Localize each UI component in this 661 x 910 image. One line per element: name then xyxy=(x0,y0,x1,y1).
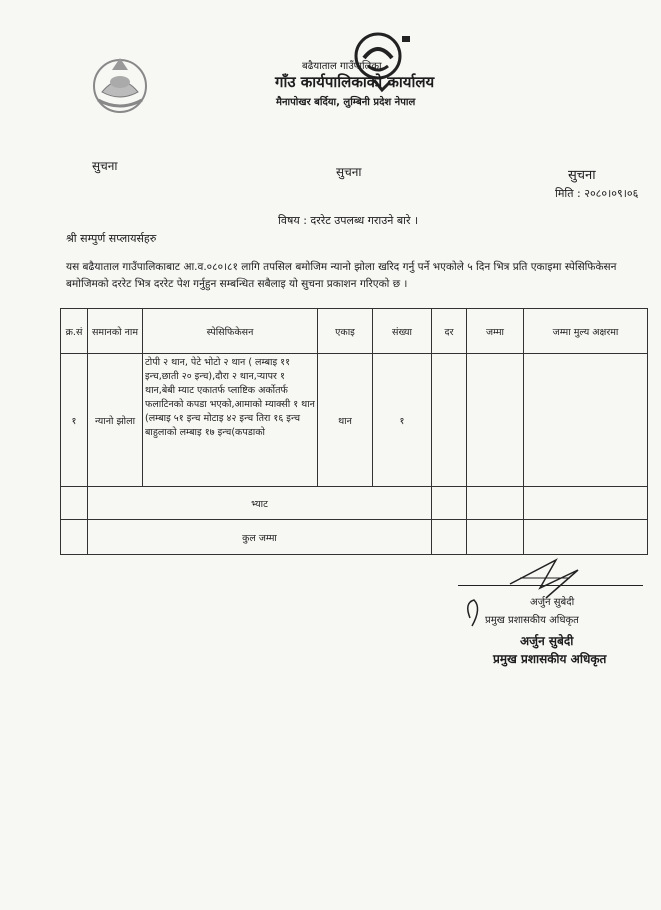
col-rate: दर xyxy=(432,309,467,354)
office-address: मैनापोखर बर्दिया, लुम्बिनी प्रदेश नेपाल xyxy=(276,97,416,108)
cell-amount-in-words xyxy=(524,354,648,487)
office-name: गाँउ कार्यपालिकाको कार्यालय xyxy=(275,73,435,91)
signatory-title: प्रमुख प्रशासकीय अधिकृत xyxy=(493,652,607,666)
government-emblem-icon xyxy=(88,52,152,116)
notice-date: मिति : २०८०।०९।०६ xyxy=(555,187,639,200)
col-sn: क्र.सं xyxy=(61,309,88,354)
signatory-name-handwritten: अर्जुन सुबेदी xyxy=(530,597,575,608)
notice-heading-right: सुचना xyxy=(568,168,596,183)
notice-heading-left: सुचना xyxy=(92,159,118,173)
table-header-row xyxy=(61,309,648,354)
cell-quantity: १ xyxy=(373,354,432,487)
col-item-name: समानको नाम xyxy=(88,309,143,354)
col-quantity: संख्या xyxy=(373,309,432,354)
subject-line: विषय : दररेट उपलब्ध गराउने बारे । xyxy=(278,214,419,227)
vat-label: भ्याट xyxy=(88,487,432,520)
col-amount: जम्मा xyxy=(467,309,524,354)
cell-unit: थान xyxy=(318,354,373,487)
cell-amount xyxy=(467,354,524,487)
signatory-name: अर्जुन सुबेदी xyxy=(520,634,574,648)
notice-body: यस बढैयाताल गाउँपालिकाबाट आ.व.०८०।८१ लागि तपसिल बमोजिम न्यानो झोला खरिद गर्नु पर्ने भएकोले ५ दिन भित्र प्रति एकाइमा स्पेसिफिकेसन बमोजिमको दररेट भित्र दररेट पेश गर्नुहुन सम्बन्धित सबैलाइ यो सुचना प्रकाशन गरिएको छ । xyxy=(66,261,617,290)
specification-table xyxy=(60,308,648,555)
cell-rate xyxy=(432,354,467,487)
cell-item-name: न्यानो झोला xyxy=(88,354,143,487)
cell-sn: १ xyxy=(61,354,88,487)
salutation: श्री सम्पुर्ण सप्लायर्सहरु xyxy=(66,232,157,245)
cell-specification: टोपी २ थान, पेटे भोटो २ थान ( लम्बाइ ११ इन्च,छाती २० इन्च),दौरा २ थान,र्‍यापर १ थान,बेबी म्याट एकातर्फ प्लाष्टिक अर्कोतर्फ फलाटिनको कपडा भएको,आमाको म्याक्सी १ थान (लम्बाइ ५१ इन्च मोटाइ ४२ इन्च तिरा १६ इन्च बाहुलाको लम्बाइ १७ इन्च(कपडाको xyxy=(143,354,318,487)
signatory-title-handwritten: प्रमुख प्रशासकीय अधिकृत xyxy=(485,615,579,626)
signature-line xyxy=(458,585,643,586)
municipality-name: बढैयाताल गाउँपालिका xyxy=(302,61,382,72)
total-label: कुल जम्मा xyxy=(88,520,432,555)
col-unit: एकाइ xyxy=(318,309,373,354)
vat-row xyxy=(61,487,648,520)
notice-heading-center: सुचना xyxy=(336,165,362,179)
table-row xyxy=(61,354,648,487)
col-specification: स्पेसिफिकेसन xyxy=(143,309,318,354)
col-amount-in-words: जम्मा मुल्य अक्षरमा xyxy=(524,309,648,354)
